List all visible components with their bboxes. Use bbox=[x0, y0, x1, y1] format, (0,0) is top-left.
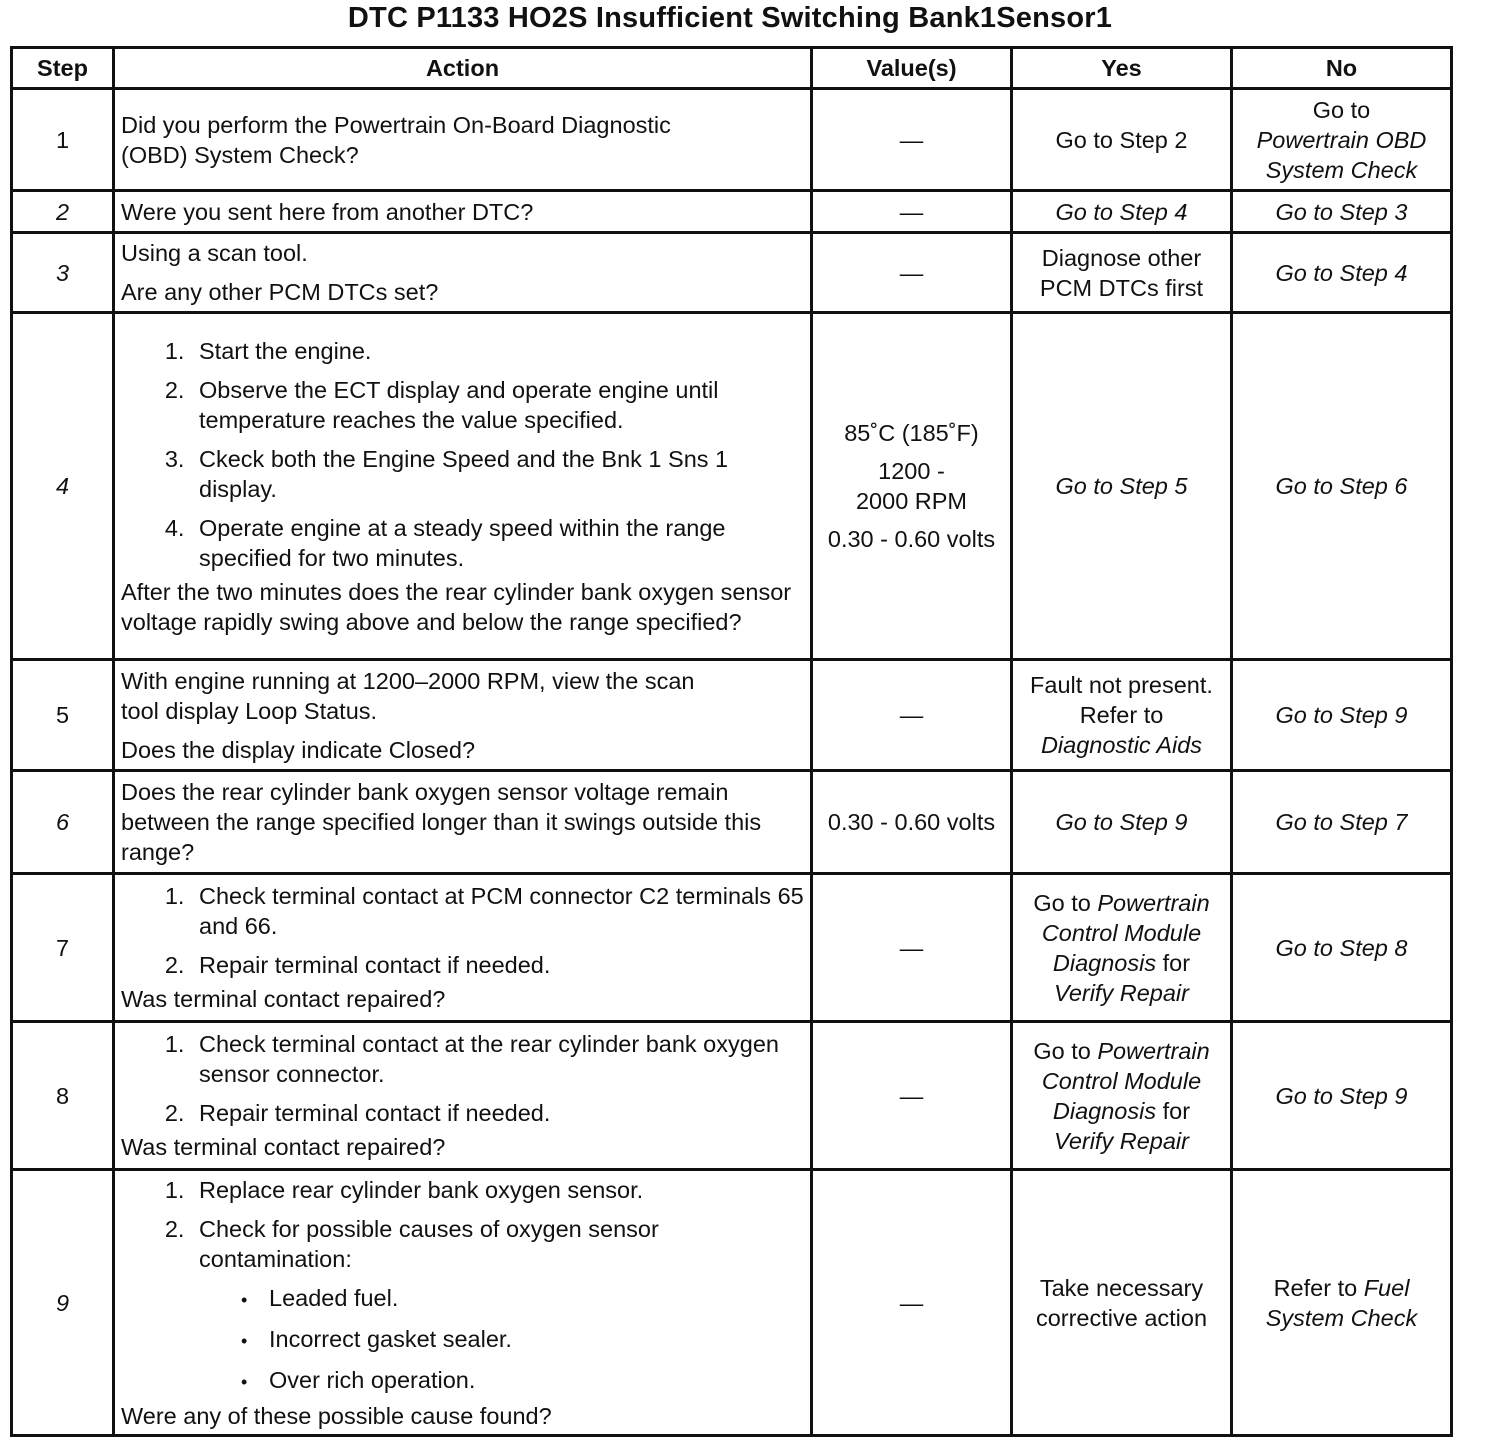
value-text: 85˚C (185˚F) bbox=[844, 420, 979, 446]
list-item: 2. Repair terminal contact if needed. bbox=[191, 1098, 804, 1128]
step-number: 3 bbox=[12, 233, 114, 313]
bullet-item: • Leaded fuel. bbox=[233, 1283, 804, 1315]
action-question: Are any other PCM DTCs set? bbox=[121, 279, 439, 305]
value-cell: — bbox=[812, 1022, 1012, 1170]
no-cell bbox=[1232, 191, 1452, 233]
yes-text: Go to Step 4 bbox=[1055, 198, 1188, 225]
table-row bbox=[12, 1022, 1452, 1170]
yes-text: corrective action bbox=[1035, 1304, 1208, 1331]
yes-text: Go to bbox=[1033, 889, 1091, 916]
action-cell bbox=[114, 660, 812, 771]
value-cell: — bbox=[812, 874, 1012, 1022]
list-item-text: Check for possible causes of oxygen sensor contamination: bbox=[199, 1215, 659, 1272]
yes-link-text: Verify Repair bbox=[1054, 1127, 1189, 1154]
bullet-list bbox=[199, 1283, 804, 1397]
no-text: Go to Step 9 bbox=[1275, 1082, 1408, 1109]
no-cell bbox=[1232, 660, 1452, 771]
list-item: 1. Replace rear cylinder bank oxygen sensor. bbox=[191, 1175, 804, 1205]
value-text: 0.30 - 0.60 volts bbox=[827, 526, 996, 552]
action-cell bbox=[114, 233, 812, 313]
no-cell bbox=[1232, 874, 1452, 1022]
table-row bbox=[12, 89, 1452, 191]
yes-cell bbox=[1012, 771, 1232, 874]
action-question: Does the display indicate Closed? bbox=[121, 736, 476, 763]
yes-text: for bbox=[1162, 949, 1191, 976]
yes-text: Fault not present. bbox=[1030, 672, 1213, 698]
list-item: 2. Observe the ECT display and operate engine until temperature reaches the value specified. bbox=[191, 375, 804, 435]
yes-text: for bbox=[1162, 1097, 1191, 1124]
action-question: Was terminal contact repaired? bbox=[121, 1134, 446, 1160]
step-number: 8 bbox=[12, 1022, 114, 1170]
yes-link-text: Diagnostic Aids bbox=[1040, 732, 1203, 758]
action-list bbox=[121, 881, 804, 980]
step-number: 7 bbox=[12, 874, 114, 1022]
no-text: Go to Step 7 bbox=[1275, 809, 1408, 835]
value-cell: — bbox=[812, 1170, 1012, 1436]
action-text: tool display Loop Status. bbox=[121, 697, 378, 724]
step-number: 9 bbox=[12, 1170, 114, 1436]
list-item bbox=[191, 1214, 804, 1397]
yes-cell bbox=[1012, 874, 1232, 1022]
yes-cell bbox=[1012, 233, 1232, 313]
yes-link-text: Diagnosis bbox=[1052, 949, 1157, 976]
yes-text: Go to bbox=[1033, 1037, 1091, 1064]
step-number: 1 bbox=[12, 89, 114, 191]
yes-link-text: Powertrain bbox=[1097, 889, 1210, 916]
step-number: 6 bbox=[12, 771, 114, 874]
list-item: 4. Operate engine at a steady speed within the range specified for two minutes. bbox=[191, 513, 804, 573]
list-item: 3. Ckeck both the Engine Speed and the Bnk 1 Sns 1 display. bbox=[191, 444, 804, 504]
action-cell bbox=[114, 1170, 812, 1436]
table-row bbox=[12, 874, 1452, 1022]
no-text: Refer to bbox=[1273, 1274, 1358, 1301]
page-title: DTC P1133 HO2S Insufficient Switching Bank1Sensor1 bbox=[347, 2, 1113, 34]
action-cell bbox=[114, 874, 812, 1022]
table-row bbox=[12, 1170, 1452, 1436]
no-link-text: System Check bbox=[1265, 1304, 1418, 1331]
header-values: Value(s) bbox=[812, 48, 1012, 89]
header-row bbox=[12, 48, 1452, 89]
list-item: 1. Check terminal contact at PCM connector C2 terminals 65 and 66. bbox=[191, 881, 804, 941]
action-text: With engine running at 1200–2000 RPM, view the scan bbox=[121, 667, 695, 694]
header-yes: Yes bbox=[1012, 48, 1232, 89]
step-number: 2 bbox=[12, 191, 114, 233]
action-text: Does the rear cylinder bank oxygen sensor voltage remain between the range specified longer than it swings outside this range? bbox=[121, 779, 762, 865]
value-cell bbox=[812, 313, 1012, 660]
table-row bbox=[12, 191, 1452, 233]
yes-text: Go to Step 5 bbox=[1055, 473, 1188, 499]
list-item: 1. Start the engine. bbox=[191, 336, 804, 366]
no-text: Go to Step 8 bbox=[1275, 934, 1408, 961]
action-text: Using a scan tool. bbox=[121, 240, 308, 266]
action-cell bbox=[114, 313, 812, 660]
no-cell bbox=[1232, 89, 1452, 191]
action-question: Was terminal contact repaired? bbox=[121, 986, 446, 1012]
yes-text: Go to Step 9 bbox=[1055, 809, 1188, 835]
no-link-text: System Check bbox=[1265, 156, 1418, 183]
action-text: (OBD) System Check? bbox=[121, 141, 359, 168]
action-cell bbox=[114, 191, 812, 233]
action-question: After the two minutes does the rear cylinder bank oxygen sensor voltage rapidly swing above and below the range specified? bbox=[121, 578, 792, 635]
yes-link-text: Verify Repair bbox=[1054, 979, 1189, 1006]
value-cell: — bbox=[812, 89, 1012, 191]
no-text: Go to Step 6 bbox=[1275, 473, 1408, 499]
action-list bbox=[121, 336, 804, 573]
no-cell bbox=[1232, 313, 1452, 660]
yes-cell bbox=[1012, 660, 1232, 771]
value-text: 1200 - bbox=[878, 458, 945, 484]
table-row bbox=[12, 660, 1452, 771]
yes-text: Diagnose other bbox=[1041, 244, 1202, 271]
action-cell bbox=[114, 89, 812, 191]
yes-link-text: Control Module bbox=[1041, 1067, 1202, 1094]
yes-cell bbox=[1012, 1170, 1232, 1436]
action-list bbox=[121, 1175, 804, 1397]
no-text: Go to Step 3 bbox=[1275, 198, 1408, 225]
list-item: 2. Repair terminal contact if needed. bbox=[191, 950, 804, 980]
no-text: Go to bbox=[1312, 96, 1371, 123]
no-cell bbox=[1232, 233, 1452, 313]
value-cell: — bbox=[812, 191, 1012, 233]
no-cell bbox=[1232, 1022, 1452, 1170]
action-list bbox=[121, 1029, 804, 1128]
bullet-item: • Incorrect gasket sealer. bbox=[233, 1324, 804, 1356]
step-number: 5 bbox=[12, 660, 114, 771]
table-row bbox=[12, 313, 1452, 660]
no-text: Go to Step 4 bbox=[1275, 259, 1408, 286]
yes-link-text: Diagnosis bbox=[1052, 1097, 1157, 1124]
value-text: 2000 RPM bbox=[855, 488, 968, 514]
no-cell bbox=[1232, 771, 1452, 874]
no-link-text: Fuel bbox=[1363, 1274, 1410, 1301]
header-step: Step bbox=[12, 48, 114, 89]
yes-text: PCM DTCs first bbox=[1039, 274, 1204, 301]
no-cell bbox=[1232, 1170, 1452, 1436]
no-link-text: Powertrain OBD bbox=[1256, 126, 1427, 153]
yes-cell bbox=[1012, 313, 1232, 660]
bullet-item: • Over rich operation. bbox=[233, 1365, 804, 1397]
yes-cell: Go to Step 2 bbox=[1012, 89, 1232, 191]
value-cell: 0.30 - 0.60 volts bbox=[812, 771, 1012, 874]
step-number: 4 bbox=[12, 313, 114, 660]
yes-text: Take necessary bbox=[1039, 1274, 1204, 1301]
yes-link-text: Powertrain bbox=[1097, 1037, 1210, 1064]
action-cell bbox=[114, 771, 812, 874]
no-text: Go to Step 9 bbox=[1275, 702, 1408, 728]
yes-cell bbox=[1012, 1022, 1232, 1170]
yes-link-text: Control Module bbox=[1041, 919, 1202, 946]
header-no: No bbox=[1232, 48, 1452, 89]
value-cell: — bbox=[812, 660, 1012, 771]
action-cell bbox=[114, 1022, 812, 1170]
yes-text: Refer to bbox=[1079, 702, 1164, 728]
action-question: Were any of these possible cause found? bbox=[121, 1402, 552, 1429]
action-text: Were you sent here from another DTC? bbox=[121, 198, 534, 225]
list-item: 1. Check terminal contact at the rear cylinder bank oxygen sensor connector. bbox=[191, 1029, 804, 1089]
table-row bbox=[12, 771, 1452, 874]
action-text: Did you perform the Powertrain On-Board Diagnostic bbox=[121, 111, 671, 138]
table-row bbox=[12, 233, 1452, 313]
yes-cell bbox=[1012, 191, 1232, 233]
value-cell: — bbox=[812, 233, 1012, 313]
header-action: Action bbox=[114, 48, 812, 89]
diagnostic-table bbox=[10, 46, 1453, 1437]
